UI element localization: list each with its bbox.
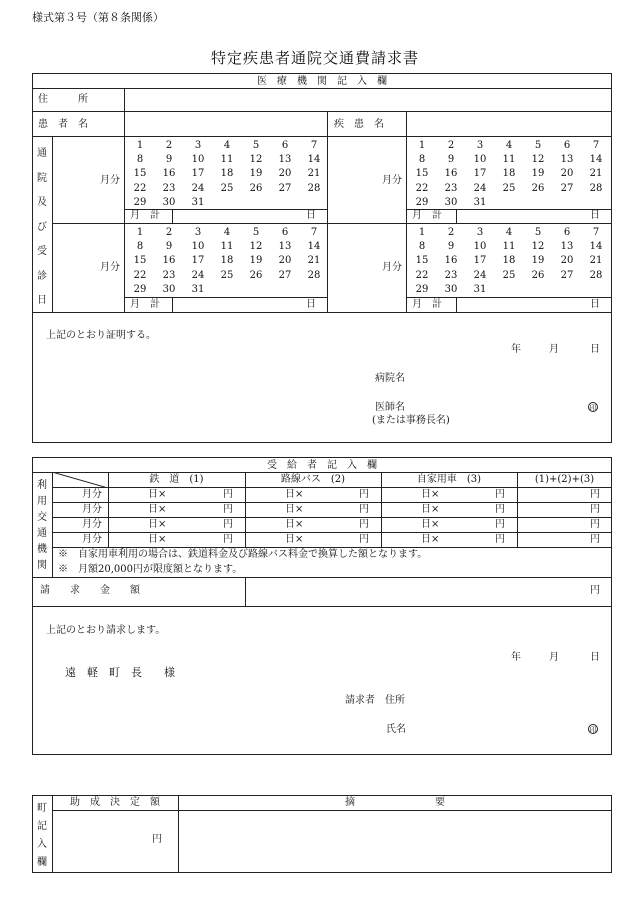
- day-number[interactable]: 6: [563, 227, 571, 238]
- day-number[interactable]: 24: [473, 269, 487, 281]
- day-number[interactable]: 1: [418, 140, 426, 151]
- day-unit: 日: [590, 299, 600, 310]
- day-number[interactable]: 15: [133, 168, 147, 180]
- day-unit: 日: [306, 299, 316, 310]
- day-number[interactable]: 27: [278, 182, 292, 194]
- monthly-total-label: 月 計: [130, 210, 160, 221]
- col-car: 自家用車 (3): [416, 474, 482, 485]
- day-number[interactable]: 7: [592, 140, 600, 151]
- day-number[interactable]: 1: [136, 227, 144, 238]
- day-number[interactable]: 28: [307, 269, 321, 281]
- day-number[interactable]: 11: [502, 154, 516, 166]
- day-number[interactable]: 8: [136, 241, 144, 253]
- day-number[interactable]: 19: [531, 255, 545, 267]
- day-number[interactable]: 14: [589, 241, 603, 253]
- day-number[interactable]: 19: [249, 168, 263, 180]
- day-number[interactable]: 5: [252, 140, 260, 151]
- row-month-label: 月分: [82, 504, 102, 515]
- cell-yen: 円: [223, 489, 233, 500]
- cell-yen: 円: [223, 534, 233, 545]
- row-month-label: 月分: [82, 534, 102, 545]
- day-number[interactable]: 8: [418, 154, 426, 166]
- cell-days: 日×: [285, 489, 304, 500]
- day-number[interactable]: 13: [278, 241, 292, 253]
- day-number[interactable]: 14: [589, 154, 603, 166]
- monthly-total-label: 月 計: [412, 299, 442, 310]
- day-number[interactable]: 1: [136, 140, 144, 151]
- day-number[interactable]: 22: [133, 182, 147, 194]
- day-number[interactable]: 12: [531, 154, 545, 166]
- cell-days: 日×: [421, 504, 440, 515]
- claim-unit: 円: [590, 585, 600, 596]
- cell-yen: 円: [359, 489, 369, 500]
- cell-days: 日×: [421, 534, 440, 545]
- cell-yen: 円: [359, 534, 369, 545]
- hospital-label: 病院名: [375, 373, 405, 384]
- day-number[interactable]: 29: [133, 196, 147, 208]
- use-transport-label: 利 用 交 通 機 関: [37, 480, 47, 571]
- day-number[interactable]: 9: [447, 241, 455, 253]
- address-label: 住 所: [38, 94, 88, 105]
- note-limit: ※ 月額20,000円が限度額となります。: [58, 564, 243, 575]
- town-entry-label: 町 記 入 欄: [37, 803, 47, 868]
- claim-label: 請 求 金 額: [40, 585, 140, 596]
- day-number[interactable]: 9: [165, 154, 173, 166]
- day-number[interactable]: 6: [281, 227, 289, 238]
- day-number[interactable]: 18: [220, 168, 234, 180]
- day-number[interactable]: 20: [278, 255, 292, 267]
- row-month-label: 月分: [82, 519, 102, 530]
- day-number[interactable]: 31: [473, 283, 487, 295]
- col-bus: 路線バス (2): [280, 474, 346, 485]
- day-number[interactable]: 21: [307, 255, 321, 267]
- day-number[interactable]: 14: [307, 154, 321, 166]
- visit-days-label: 通 院 及 び 受 診 日: [37, 148, 47, 306]
- recipient-header: 受 給 者 記 入 欄: [267, 460, 377, 471]
- day-number[interactable]: 10: [191, 241, 205, 253]
- day-number[interactable]: 11: [502, 241, 516, 253]
- cell-days: 日×: [285, 504, 304, 515]
- day-number[interactable]: 23: [162, 182, 176, 194]
- day-number[interactable]: 31: [191, 283, 205, 295]
- form-number: 様式第３号（第８条関係）: [32, 11, 164, 24]
- day-number[interactable]: 2: [447, 140, 455, 151]
- day-number[interactable]: 6: [281, 140, 289, 151]
- day-number[interactable]: 8: [418, 241, 426, 253]
- day-number[interactable]: 16: [444, 255, 458, 267]
- day-number[interactable]: 2: [165, 140, 173, 151]
- diagonal-line: [52, 472, 108, 488]
- disease-label: 疾 患 名: [334, 119, 384, 130]
- day-number[interactable]: 26: [249, 182, 263, 194]
- month-label: 月分: [100, 262, 120, 273]
- day-number[interactable]: 25: [502, 269, 516, 281]
- day-number[interactable]: 5: [534, 140, 542, 151]
- addressee: 遠 軽 町 長 様: [65, 666, 175, 679]
- col-total: (1)+(2)+(3): [534, 474, 595, 485]
- day-number[interactable]: 18: [502, 255, 516, 267]
- day-number[interactable]: 25: [220, 182, 234, 194]
- claim-amount-field[interactable]: [246, 578, 586, 605]
- day-number[interactable]: 16: [162, 168, 176, 180]
- cell-yen: 円: [495, 489, 505, 500]
- doctor-alt-label: (または事務長名): [372, 415, 450, 426]
- cell-days: 日×: [148, 504, 167, 515]
- day-number[interactable]: 29: [133, 283, 147, 295]
- cell-total-yen: 円: [590, 489, 600, 500]
- day-number[interactable]: 26: [531, 182, 545, 194]
- date-month: 月: [549, 344, 559, 355]
- day-number[interactable]: 21: [589, 168, 603, 180]
- day-number[interactable]: 3: [476, 227, 484, 238]
- day-number[interactable]: 24: [191, 182, 205, 194]
- day-number[interactable]: 11: [220, 241, 234, 253]
- day-number[interactable]: 5: [252, 227, 260, 238]
- seal-icon: 印: [589, 404, 597, 412]
- claimant-name-label: 氏名: [386, 724, 406, 735]
- day-number[interactable]: 22: [415, 269, 429, 281]
- day-number[interactable]: 18: [220, 255, 234, 267]
- decision-amount-field[interactable]: [53, 811, 177, 872]
- cell-yen: 円: [223, 519, 233, 530]
- cell-days: 日×: [148, 519, 167, 530]
- day-number[interactable]: 27: [560, 269, 574, 281]
- cell-days: 日×: [148, 534, 167, 545]
- cell-yen: 円: [495, 519, 505, 530]
- date-year: 年: [511, 344, 521, 355]
- certify-text: 上記のとおり証明する。: [46, 330, 156, 341]
- day-unit: 日: [590, 210, 600, 221]
- day-number[interactable]: 23: [444, 182, 458, 194]
- day-number[interactable]: 26: [531, 269, 545, 281]
- day-number[interactable]: 28: [307, 182, 321, 194]
- cell-yen: 円: [359, 504, 369, 515]
- day-number[interactable]: 20: [560, 255, 574, 267]
- day-number[interactable]: 17: [473, 168, 487, 180]
- day-number[interactable]: 28: [589, 269, 603, 281]
- day-number[interactable]: 30: [444, 196, 458, 208]
- day-number[interactable]: 13: [560, 241, 574, 253]
- day-number[interactable]: 16: [162, 255, 176, 267]
- cell-total-yen: 円: [590, 534, 600, 545]
- day-number[interactable]: 12: [249, 241, 263, 253]
- monthly-total-label: 月 計: [130, 299, 160, 310]
- day-number[interactable]: 27: [278, 269, 292, 281]
- day-number[interactable]: 22: [133, 269, 147, 281]
- day-number[interactable]: 3: [194, 227, 202, 238]
- day-number[interactable]: 4: [505, 140, 513, 151]
- day-number[interactable]: 17: [191, 255, 205, 267]
- day-number[interactable]: 5: [534, 227, 542, 238]
- day-number[interactable]: 27: [560, 182, 574, 194]
- cell-days: 日×: [285, 534, 304, 545]
- day-number[interactable]: 20: [560, 168, 574, 180]
- patient-label: 患 者 名: [38, 119, 88, 130]
- row-month-label: 月分: [82, 489, 102, 500]
- day-number[interactable]: 13: [278, 154, 292, 166]
- cell-days: 日×: [421, 519, 440, 530]
- cell-days: 日×: [148, 489, 167, 500]
- day-number[interactable]: 2: [447, 227, 455, 238]
- day-number[interactable]: 26: [249, 269, 263, 281]
- cell-days: 日×: [285, 519, 304, 530]
- address-field[interactable]: [125, 89, 611, 111]
- day-number[interactable]: 12: [531, 241, 545, 253]
- cell-yen: 円: [495, 534, 505, 545]
- day-number[interactable]: 13: [560, 154, 574, 166]
- day-number[interactable]: 11: [220, 154, 234, 166]
- day-number[interactable]: 4: [223, 140, 231, 151]
- patient-field[interactable]: [125, 112, 327, 136]
- day-number[interactable]: 30: [444, 283, 458, 295]
- date-day: 日: [590, 344, 600, 355]
- summary-label: 摘 要: [345, 797, 445, 808]
- cell-yen: 円: [495, 504, 505, 515]
- cell-total-yen: 円: [590, 519, 600, 530]
- cell-days: 日×: [421, 489, 440, 500]
- day-number[interactable]: 28: [589, 182, 603, 194]
- day-number[interactable]: 8: [136, 154, 144, 166]
- day-number[interactable]: 12: [249, 154, 263, 166]
- day-number[interactable]: 9: [165, 241, 173, 253]
- day-number[interactable]: 6: [563, 140, 571, 151]
- day-number[interactable]: 19: [531, 168, 545, 180]
- day-number[interactable]: 21: [307, 168, 321, 180]
- day-number[interactable]: 3: [476, 140, 484, 151]
- day-number[interactable]: 20: [278, 168, 292, 180]
- day-number[interactable]: 25: [502, 182, 516, 194]
- month-label: 月分: [100, 175, 120, 186]
- date-year: 年: [511, 652, 521, 663]
- day-number[interactable]: 16: [444, 168, 458, 180]
- day-number[interactable]: 25: [220, 269, 234, 281]
- day-number[interactable]: 2: [165, 227, 173, 238]
- day-number[interactable]: 29: [415, 283, 429, 295]
- summary-field[interactable]: [179, 811, 611, 872]
- decision-yen: 円: [152, 834, 162, 845]
- day-number[interactable]: 24: [473, 182, 487, 194]
- day-number[interactable]: 18: [502, 168, 516, 180]
- day-number[interactable]: 4: [505, 227, 513, 238]
- request-text: 上記のとおり請求します。: [46, 625, 166, 636]
- day-number[interactable]: 1: [418, 227, 426, 238]
- cell-total-yen: 円: [590, 504, 600, 515]
- day-number[interactable]: 9: [447, 154, 455, 166]
- day-number[interactable]: 15: [415, 168, 429, 180]
- day-number[interactable]: 30: [162, 283, 176, 295]
- day-number[interactable]: 21: [589, 255, 603, 267]
- seal-icon: 印: [589, 726, 597, 734]
- month-label: 月分: [382, 262, 402, 273]
- note-private-car: ※ 自家用車利用の場合は、鉄道料金及び路線バス料金で換算した額となります。: [58, 549, 428, 560]
- col-rail: 鉄 道 (1): [149, 474, 204, 485]
- day-number[interactable]: 17: [473, 255, 487, 267]
- claimant-address-label: 請求者 住所: [345, 695, 405, 706]
- day-number[interactable]: 29: [415, 196, 429, 208]
- day-number[interactable]: 30: [162, 196, 176, 208]
- day-number[interactable]: 4: [223, 227, 231, 238]
- day-number[interactable]: 3: [194, 140, 202, 151]
- day-number[interactable]: 15: [133, 255, 147, 267]
- form-title: 特定疾患者通院交通費請求書: [210, 49, 419, 67]
- day-number[interactable]: 10: [473, 241, 487, 253]
- day-number[interactable]: 23: [162, 269, 176, 281]
- day-number[interactable]: 31: [473, 196, 487, 208]
- day-number[interactable]: 22: [415, 182, 429, 194]
- day-number[interactable]: 10: [473, 154, 487, 166]
- monthly-total-label: 月 計: [412, 210, 442, 221]
- day-number[interactable]: 7: [310, 140, 318, 151]
- day-number[interactable]: 31: [191, 196, 205, 208]
- day-number[interactable]: 24: [191, 269, 205, 281]
- day-number[interactable]: 10: [191, 154, 205, 166]
- day-number[interactable]: 23: [444, 269, 458, 281]
- cell-yen: 円: [223, 504, 233, 515]
- month-label: 月分: [382, 175, 402, 186]
- day-number[interactable]: 14: [307, 241, 321, 253]
- day-number[interactable]: 19: [249, 255, 263, 267]
- day-unit: 日: [306, 210, 316, 221]
- day-number[interactable]: 7: [310, 227, 318, 238]
- medical-header: 医 療 機 関 記 入 欄: [257, 76, 387, 87]
- doctor-label: 医師名: [375, 402, 405, 413]
- decision-amount-label: 助 成 決 定 額: [70, 797, 160, 808]
- day-number[interactable]: 7: [592, 227, 600, 238]
- cell-yen: 円: [359, 519, 369, 530]
- day-number[interactable]: 17: [191, 168, 205, 180]
- day-number[interactable]: 15: [415, 255, 429, 267]
- disease-field[interactable]: [407, 112, 611, 136]
- date-day: 日: [590, 652, 600, 663]
- date-month: 月: [549, 652, 559, 663]
